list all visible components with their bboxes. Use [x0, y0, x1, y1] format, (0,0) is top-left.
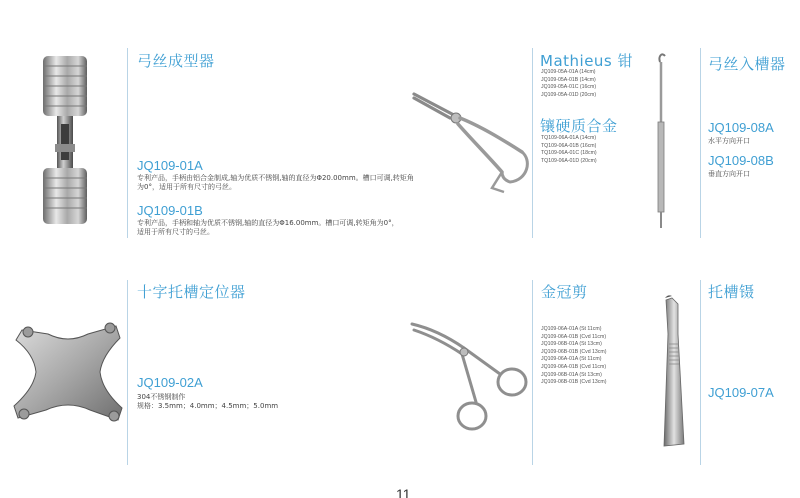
crown-scissors-code-item: JQ109-06B-01A (St 13cm): [541, 371, 602, 378]
crown-scissors-code-item: JQ109-06A-01A (St 11cm): [541, 326, 602, 332]
crown-scissors-code-list: [541, 326, 606, 387]
cross-positioner-title: 十字托槽定位器: [137, 283, 246, 301]
cross-positioner-desc-line1: 304不锈钢制作: [137, 393, 186, 401]
cross-positioner-image: [8, 316, 128, 428]
groove-inserter-code-a: JQ109-08A: [708, 120, 774, 135]
bow-former-desc-b-line2: 适用于所有尺寸的弓丝。: [137, 228, 214, 236]
groove-inserter-desc-b: 垂直方向开口: [708, 170, 750, 178]
bow-former-code-a: JQ109-01A: [137, 158, 203, 173]
bow-former-desc-b-line1: 专利产品，手柄和轴为优质不锈钢,轴的直径为Φ16.00mm。槽口可调,转矩角为0°，: [137, 219, 399, 227]
groove-inserter-title: 弓丝入槽器: [708, 55, 786, 73]
crown-scissors-code-item: JQ109-06B-01B (Cvd 13cm): [541, 348, 607, 355]
groove-inserter-image: [648, 52, 678, 232]
crown-scissors-code-item: JQ109-06A-01B (Cvd 11cm): [541, 363, 607, 370]
divider-6: [700, 280, 701, 465]
page-number: 11: [396, 486, 411, 498]
mathieus-code-item: JQ109-05A-01C (16cm): [541, 84, 597, 91]
mathieus-carbide-item: TQ109-06A-01B (16cm): [541, 142, 597, 149]
crown-scissors-code-item: JQ109-06B-01A (St 13cm): [541, 341, 602, 348]
mathieus-title: Mathieus 钳: [540, 52, 634, 70]
mathieus-plier-image: [410, 88, 535, 198]
bow-former-title: 弓丝成型器: [137, 52, 215, 70]
mathieus-code-item: JQ109-05A-01B (14cm): [541, 76, 596, 83]
mathieus-carbide-item: TQ109-06A-01C (18cm): [541, 150, 597, 157]
mathieus-carbide-list: [541, 135, 597, 165]
cross-positioner-desc-line2: 规格：3.5mm；4.0mm；4.5mm；5.0mm: [137, 402, 279, 410]
mathieus-code-list: [541, 69, 596, 99]
divider-1: [127, 48, 128, 238]
mathieus-code-item: JQ109-05A-01D (20cm): [541, 91, 597, 98]
divider-3: [700, 48, 701, 238]
crown-scissors-code-item: JQ109-06B-01B (Cvd 13cm): [541, 379, 607, 386]
cross-positioner-code: JQ109-02A: [137, 375, 203, 390]
mathieus-carbide-item: TQ109-06A-01A (14cm): [541, 135, 597, 141]
bow-former-code-b: JQ109-01B: [137, 203, 203, 218]
groove-inserter-code-b: JQ109-08B: [708, 153, 774, 168]
crown-scissors-code-item: JQ109-06A-01B (Cvd 11cm): [541, 333, 607, 340]
mathieus-subtitle: 镶硬质合金: [540, 117, 618, 135]
bracket-tweezer-code: JQ109-07A: [708, 385, 774, 400]
crown-scissors-code-item: JQ109-06A-01A (St 11cm): [541, 356, 602, 363]
mathieus-code-item: JQ109-05A-01A (14cm): [541, 69, 596, 75]
crown-scissors-title: 金冠剪: [541, 283, 588, 301]
bracket-tweezer-title: 托槽镊: [708, 283, 755, 301]
crown-scissors-image: [408, 318, 533, 438]
groove-inserter-desc-a: 水平方向开口: [708, 137, 750, 145]
bow-former-image: [35, 52, 95, 230]
mathieus-carbide-item: TQ109-06A-01D (20cm): [541, 157, 597, 164]
bow-former-desc-a: 专利产品，手柄由铝合金制成,轴为优质不锈钢,轴的直径为Φ20.00mm。槽口可调,转矩角为0°，适用于所有尺寸的弓丝。: [137, 174, 414, 191]
bracket-tweezer-image: [656, 294, 692, 454]
